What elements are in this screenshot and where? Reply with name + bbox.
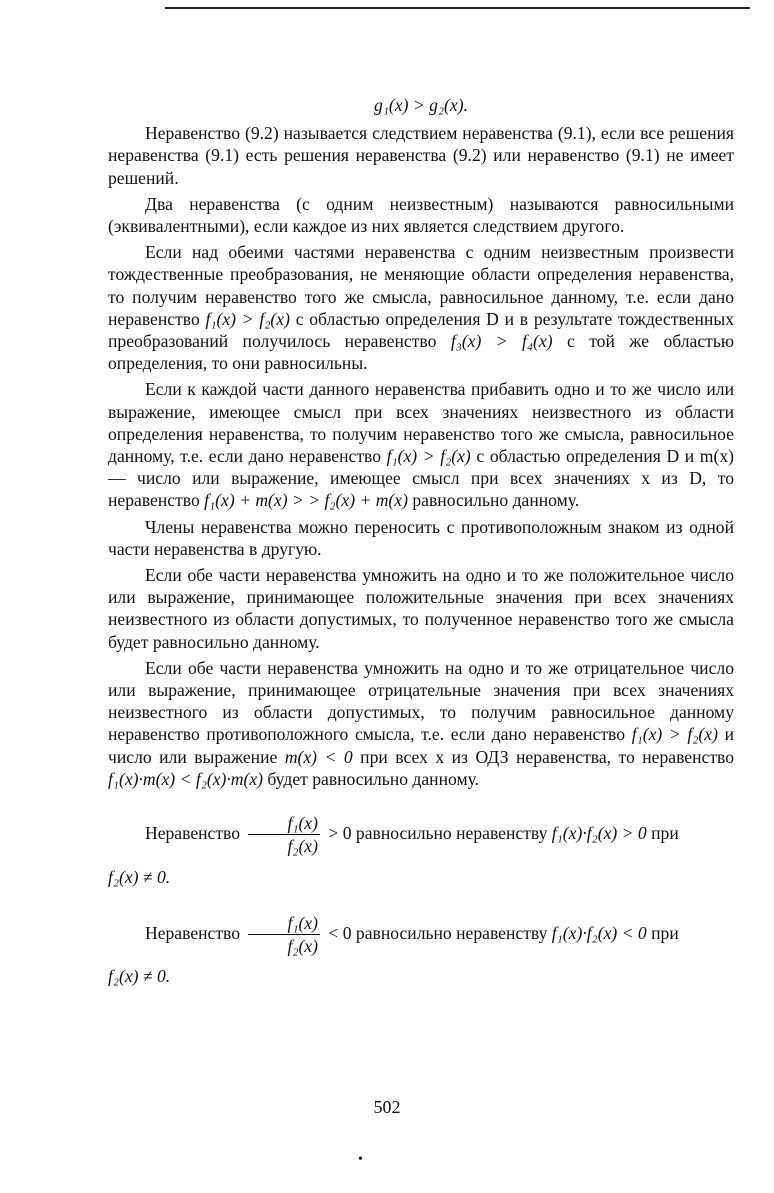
- text-segment: при: [651, 922, 679, 943]
- formula-inline: f₁(x) > f₂(x): [205, 308, 290, 329]
- text-segment: Неравенство: [145, 922, 241, 943]
- paragraph-multiply-negative: [108, 657, 734, 790]
- condition-line: f₂(x) ≠ 0.: [108, 966, 171, 987]
- page-body: [108, 88, 734, 987]
- formula-inline: m(x) < 0: [284, 746, 353, 767]
- paragraph-add-expression: [108, 378, 734, 511]
- fraction-denominator: f₂(x): [287, 836, 318, 857]
- text-segment: с той же областью определения, то они равносильны.: [108, 331, 735, 374]
- text-segment: Неравенство: [145, 822, 241, 843]
- formula-inline: f₁(x)·f₂(x) < 0: [551, 922, 647, 943]
- text-segment: Если к каждой части данного неравенства прибавить одно и то же число или выражение, имеющее смысл при всех значениях неизвестного из области определения неравенства, то получим неравенство того же смысла, равносильное данному, т.е. если дано неравенство: [108, 379, 734, 467]
- text-segment: Если над обеими частями неравенства с одним неизвестным произвести тождественные преобразования, не меняющие области определения неравенства, то получим неравенство того же смысла, равносильное данному, т.е. если дано неравенство: [108, 242, 734, 329]
- formula-inline: f₁(x) > f₂(x): [386, 446, 471, 467]
- text-segment: при: [651, 822, 679, 843]
- top-rule: [165, 7, 750, 9]
- text-segment: равносильно неравенству: [355, 922, 548, 943]
- paragraph-identity-transform: [108, 241, 734, 374]
- formula-inline: f₁(x) > f₂(x): [631, 724, 718, 745]
- fraction-numerator: f₁(x): [248, 812, 320, 835]
- paragraph-consequence: Неравенство (9.2) называется следствием неравенства (9.1), если все решения неравенства (9.1) есть решения неравенства (9.2) или неравенство (9.1) не имеет решений.: [108, 123, 734, 188]
- formula-inline: f₁(x)·f₂(x) > 0: [551, 822, 647, 843]
- text-segment: равносильно неравенству: [355, 822, 548, 843]
- page-number: 502: [373, 1097, 401, 1117]
- formula-inline: f₁(x) + m(x) > > f₂(x) + m(x): [204, 490, 408, 511]
- text-segment: при всех x из ОДЗ неравенства, то неравенство: [360, 746, 734, 767]
- fraction-denominator: f₂(x): [287, 935, 318, 956]
- paragraph-move-terms: Члены неравенства можно переносить с противоположным знаком из одной части неравенства в другую.: [108, 516, 734, 559]
- paragraph-fraction-positive: [108, 812, 734, 857]
- fraction: [248, 812, 320, 857]
- relation: > 0: [328, 822, 352, 843]
- text-segment: Если обе части неравенства умножить на одно и то же отрицательное число или выражение, принимающее отрицательные значения при всех значениях неизвестного из области допустимых, то получим равносильное данному неравенство противоположного смысла, т.е. если дано неравенство: [108, 657, 734, 745]
- paragraph-equivalent: Два неравенства (с одним неизвестным) называются равносильными (эквивалентными), если каждое из них является следствием другого.: [108, 193, 734, 237]
- text-segment: с областью определения D и в результате тождественных преобразований получилось неравенство: [108, 308, 735, 352]
- fraction-numerator: f₁(x): [248, 912, 320, 935]
- relation: < 0: [328, 922, 352, 943]
- scan-speck: •: [358, 1152, 363, 1167]
- paragraph-multiply-positive: Если обе части неравенства умножить на одно и то же положительное число или выражение, принимающее положительные значения при всех значениях неизвестного из области допустимых, то полученное неравенство того же смысла будет равносильно данному.: [108, 565, 734, 652]
- paragraph-fraction-negative: [108, 912, 734, 957]
- text-segment: равносильно данному.: [412, 490, 580, 511]
- text-segment: с областью определения D и m(x) — число или выражение, имеющее смысл при всех значениях x из D, то неравенство: [108, 446, 735, 511]
- formula-g1-g2: g₁(x) > g₂(x).: [374, 95, 468, 115]
- condition-line: f₂(x) ≠ 0.: [108, 866, 171, 887]
- formula-inline: f₃(x) > f₄(x): [450, 331, 553, 352]
- fraction: [248, 912, 320, 957]
- text-segment: и число или выражение: [108, 724, 735, 767]
- formula-inline: f₁(x)·m(x) < f₂(x)·m(x): [108, 768, 263, 789]
- text-segment: будет равносильно данному.: [267, 768, 480, 789]
